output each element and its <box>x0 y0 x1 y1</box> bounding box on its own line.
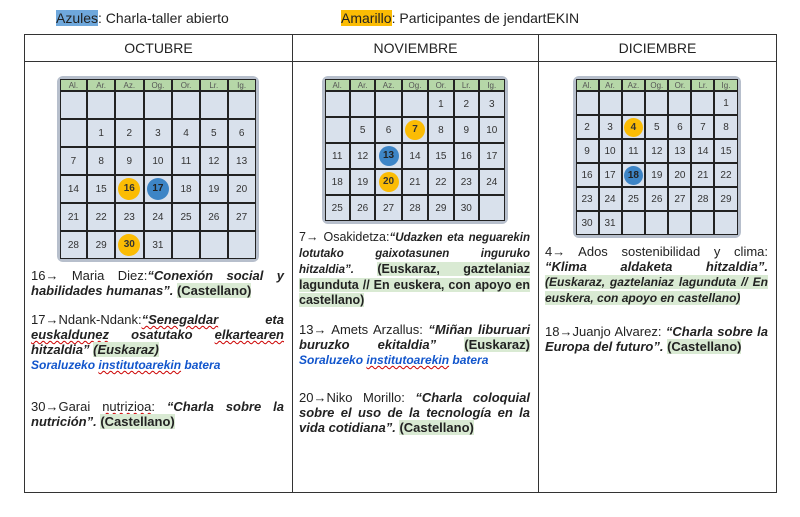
day-number: 7 <box>700 121 706 133</box>
calendar-day <box>645 139 668 163</box>
calendar-day <box>428 91 453 117</box>
event-nov-20: 20→Niko Morillo: “Charla coloquial sobre el uso de la tecnología en la vida cotidiana”. (Castellano) <box>299 390 530 435</box>
day-number: 28 <box>697 193 709 205</box>
day-number: 30 <box>460 202 472 214</box>
day-number: 14 <box>67 183 79 195</box>
calendar-day <box>325 195 350 221</box>
calendar-day <box>200 147 228 175</box>
language-tag: (Castellano) <box>100 414 175 429</box>
calendar-day <box>172 119 200 147</box>
calendar-day <box>576 91 599 115</box>
calendar-grid <box>325 79 505 221</box>
calendar-day <box>375 91 401 117</box>
day-number: 10 <box>604 145 616 157</box>
day-number: 27 <box>382 202 395 214</box>
calendar-day <box>350 169 375 195</box>
calendar-day <box>402 91 428 117</box>
calendar-day <box>479 91 504 117</box>
day-number: 29 <box>95 239 107 251</box>
weekday-label: Az. <box>622 79 646 91</box>
month-header-october: OCTUBRE <box>25 35 293 62</box>
day-number: 20 <box>236 183 248 195</box>
calendar-day <box>454 195 479 221</box>
calendar-day <box>428 195 453 221</box>
calendar-day <box>87 175 115 203</box>
calendar-day <box>228 175 256 203</box>
event-oct-17: 17→Ndank-Ndank:“Senegaldar eta euskaldunez osatutako elkartearen hitzaldia” (Euskaraz) Soraluzeko institutoarekin batera <box>31 312 284 372</box>
legend-blue-text: : Charla-taller abierto <box>98 10 229 26</box>
calendar-day <box>402 143 428 169</box>
day-number: 30 <box>581 217 593 229</box>
day-number: 1 <box>723 97 729 109</box>
calendar-day <box>668 163 691 187</box>
calendar-day <box>87 203 115 231</box>
day-number: 3 <box>607 121 613 133</box>
language-tag: (Euskaraz) <box>93 342 159 357</box>
calendar-day <box>428 169 453 195</box>
legend-yellow <box>341 10 579 26</box>
day-number: 11 <box>628 145 639 157</box>
day-number: 15 <box>95 183 107 195</box>
calendar-day <box>115 203 144 231</box>
day-number: 8 <box>438 124 444 136</box>
day-number: 26 <box>208 211 220 223</box>
day-number: 17 <box>604 169 616 181</box>
calendar-day <box>172 147 200 175</box>
day-number: 21 <box>409 176 421 188</box>
partner-note: Soraluzeko institutoarekin batera <box>31 358 221 372</box>
day-number: 26 <box>651 193 663 205</box>
day-number: 2 <box>463 98 470 110</box>
month-header-december: DICIEMBRE <box>539 35 777 62</box>
day-number: 11 <box>180 155 192 167</box>
language-tag: (Euskaraz, gaztelaniaz lagunduta // En euskera, con apoyo en castellano) <box>299 262 530 307</box>
event-dec-18: 18→Juanjo Alvarez: “Charla sobre la Europa del futuro”. (Castellano) <box>545 324 768 354</box>
weekday-label: Og. <box>402 79 428 91</box>
calendar-day <box>87 91 115 119</box>
calendar-day <box>576 139 599 163</box>
calendar-day <box>172 91 200 119</box>
day-number: 5 <box>359 124 366 136</box>
calendar-day <box>599 163 622 187</box>
day-number: 24 <box>486 176 498 188</box>
day-number: 31 <box>604 217 616 229</box>
calendar-day <box>479 117 504 143</box>
weekday-label: Or. <box>428 79 453 91</box>
calendar-day <box>691 91 714 115</box>
calendar-day <box>668 139 691 163</box>
calendar-day <box>428 143 453 169</box>
calendar-day <box>714 115 737 139</box>
calendar-day <box>599 139 622 163</box>
day-number: 25 <box>331 202 343 214</box>
calendar-day <box>325 169 350 195</box>
day-number: 16 <box>581 169 593 181</box>
calendar-day <box>622 187 646 211</box>
calendar-day <box>714 91 737 115</box>
calendar-day <box>576 163 599 187</box>
calendar-day <box>479 169 504 195</box>
event-nov-13: 13→ Amets Arzallus: “Miñan liburuari buruzko ekitaldia” (Euskaraz) Soraluzeko institutoarekin batera <box>299 322 530 367</box>
day-number: 10 <box>486 124 498 136</box>
calendar-day <box>325 91 350 117</box>
day-number: 9 <box>126 155 133 167</box>
highlight-yellow-day: 20 <box>379 172 399 192</box>
calendar-day <box>599 187 622 211</box>
weekday-label: Az. <box>375 79 401 91</box>
calendar-day <box>144 175 173 203</box>
calendar-day <box>115 147 144 175</box>
day-number: 4 <box>183 127 189 139</box>
day-number: 27 <box>236 211 248 223</box>
calendar-day <box>228 231 256 259</box>
calendar-day <box>115 119 144 147</box>
calendar-grid <box>60 79 256 259</box>
day-number: 14 <box>409 150 421 162</box>
weekday-label: Az. <box>115 79 144 91</box>
day-number: 7 <box>70 155 77 167</box>
calendar-day <box>375 169 401 195</box>
calendar-day <box>454 117 479 143</box>
day-number: 27 <box>674 193 686 205</box>
day-number: 28 <box>67 239 79 251</box>
calendar-day <box>228 147 256 175</box>
schedule-table <box>24 34 777 493</box>
calendar-day <box>200 231 228 259</box>
calendar-day <box>200 91 228 119</box>
day-number: 2 <box>126 127 133 139</box>
day-number: 25 <box>627 193 639 205</box>
calendar-day <box>350 195 375 221</box>
calendar-day <box>599 91 622 115</box>
day-number: 23 <box>460 176 472 188</box>
highlight-blue-day: 17 <box>147 178 169 200</box>
calendar-day <box>714 139 737 163</box>
calendar-day <box>622 115 646 139</box>
calendar-day <box>691 139 714 163</box>
day-number: 22 <box>435 176 447 188</box>
weekday-label: Lr. <box>691 79 714 91</box>
weekday-label: Al. <box>325 79 350 91</box>
day-number: 24 <box>152 211 164 223</box>
calendar-day <box>144 231 173 259</box>
december-calendar <box>573 76 741 238</box>
calendar-day <box>668 187 691 211</box>
language-tag: (Castellano) <box>399 420 474 435</box>
calendar-day <box>622 163 646 187</box>
calendar-day <box>60 203 88 231</box>
weekday-label: Ig. <box>714 79 737 91</box>
legend-blue <box>56 10 229 26</box>
calendar-day <box>576 211 599 235</box>
day-number: 6 <box>238 127 245 139</box>
day-number: 13 <box>236 155 248 167</box>
highlight-yellow-day: 30 <box>118 234 140 256</box>
weekday-label: Og. <box>645 79 668 91</box>
day-number: 6 <box>385 124 392 136</box>
calendar-day <box>479 195 504 221</box>
october-calendar <box>57 76 259 262</box>
calendar-day <box>228 203 256 231</box>
calendar-day <box>172 175 200 203</box>
day-number: 6 <box>677 121 683 133</box>
highlight-blue-day: 13 <box>379 146 399 166</box>
calendar-day <box>622 211 646 235</box>
calendar-day <box>599 211 622 235</box>
day-number: 3 <box>488 98 495 110</box>
calendar-day <box>645 91 668 115</box>
day-number: 28 <box>409 202 421 214</box>
day-number: 13 <box>674 145 686 157</box>
partner-note: Soraluzeko institutoarekin batera <box>299 353 489 367</box>
day-number: 29 <box>720 193 732 205</box>
day-number: 17 <box>486 150 498 162</box>
calendar-day <box>60 91 88 119</box>
day-number: 14 <box>697 145 709 157</box>
calendar-day <box>172 203 200 231</box>
day-number: 21 <box>67 211 79 223</box>
event-oct-30: 30→Garai nutrizioa: “Charla sobre la nutrición”. (Castellano) <box>31 399 284 429</box>
calendar-day <box>714 187 737 211</box>
day-number: 9 <box>463 124 470 136</box>
legend-yellow-word: Amarillo <box>341 10 392 26</box>
december-column <box>539 62 777 493</box>
day-number: 23 <box>581 193 593 205</box>
event-nov-7: 7→ Osakidetza:“Udazken eta neguarekin lotutako gaixotasunen inguruko hitzaldia”. (Euskaraz, gaztelaniaz lagunduta // En euskera, con apoyo en castellano) <box>299 230 530 307</box>
calendar-day <box>691 211 714 235</box>
day-number: 1 <box>98 127 104 139</box>
day-number: 18 <box>180 183 192 195</box>
day-number: 22 <box>720 169 732 181</box>
calendar-day <box>350 91 375 117</box>
calendar-day <box>228 119 256 147</box>
november-column <box>293 62 539 493</box>
calendar-day <box>200 175 228 203</box>
day-number: 2 <box>584 121 590 133</box>
calendar-day <box>668 91 691 115</box>
weekday-label: Og. <box>144 79 173 91</box>
calendar-day <box>402 169 428 195</box>
november-calendar <box>322 76 508 224</box>
day-number: 15 <box>720 145 732 157</box>
day-number: 8 <box>723 121 729 133</box>
language-tag: (Euskaraz, gaztelaniaz lagunduta // En euskera, con apoyo en castellano) <box>545 275 768 305</box>
day-number: 10 <box>152 155 164 167</box>
day-number: 31 <box>152 239 164 251</box>
day-number: 18 <box>331 176 343 188</box>
calendar-day <box>87 231 115 259</box>
calendar-day <box>60 175 88 203</box>
calendar-day <box>691 187 714 211</box>
calendar-day <box>228 91 256 119</box>
calendar-day <box>668 115 691 139</box>
calendar-day <box>691 115 714 139</box>
calendar-day <box>325 117 350 143</box>
day-number: 12 <box>651 145 663 157</box>
calendar-day <box>714 163 737 187</box>
calendar-day <box>115 175 144 203</box>
weekday-label: Or. <box>668 79 691 91</box>
day-number: 16 <box>460 150 472 162</box>
language-tag: (Castellano) <box>176 283 252 298</box>
day-number: 5 <box>211 127 217 139</box>
highlight-yellow-day: 4 <box>624 118 643 137</box>
calendar-day <box>325 143 350 169</box>
calendar-day <box>645 211 668 235</box>
calendar-day <box>402 117 428 143</box>
calendar-day <box>622 139 646 163</box>
day-number: 3 <box>155 127 161 139</box>
calendar-day <box>454 143 479 169</box>
calendar-day <box>115 231 144 259</box>
calendar-day <box>375 195 401 221</box>
calendar-grid <box>576 79 738 235</box>
calendar-day <box>691 163 714 187</box>
calendar-day <box>645 163 668 187</box>
calendar-day <box>87 119 115 147</box>
calendar-day <box>375 143 401 169</box>
weekday-label: Ar. <box>87 79 115 91</box>
calendar-day <box>714 211 737 235</box>
calendar-day <box>375 117 401 143</box>
calendar-day <box>576 187 599 211</box>
day-number: 20 <box>674 169 686 181</box>
highlight-yellow-day: 7 <box>405 120 425 140</box>
day-number: 24 <box>604 193 616 205</box>
calendar-day <box>172 231 200 259</box>
highlight-blue-day: 18 <box>624 166 643 185</box>
calendar-day <box>350 117 375 143</box>
day-number: 23 <box>123 211 135 223</box>
day-number: 1 <box>438 98 444 110</box>
weekday-label: Ar. <box>599 79 622 91</box>
calendar-day <box>668 211 691 235</box>
legend-yellow-text: : Participantes de jendartEKIN <box>391 10 580 26</box>
weekday-label: Ig. <box>228 79 256 91</box>
event-oct-16: 16→ Maria Diez:“Conexión social y habilidades humanas”. (Castellano) <box>31 268 284 298</box>
calendar-day <box>144 119 173 147</box>
day-number: 19 <box>357 176 369 188</box>
calendar-day <box>645 187 668 211</box>
calendar-day <box>454 169 479 195</box>
event-dec-4: 4→ Ados sostenibilidad y clima: “Klima aldaketa hitzaldia”. (Euskaraz, gaztelaniaz lagunduta // En euskera, con apoyo en castellano) <box>545 244 768 305</box>
month-header-november: NOVIEMBRE <box>293 35 539 62</box>
calendar-day <box>599 115 622 139</box>
calendar-day <box>402 195 428 221</box>
calendar-day <box>428 117 453 143</box>
highlight-yellow-day: 16 <box>118 178 140 200</box>
calendar-day <box>479 143 504 169</box>
weekday-label: Or. <box>172 79 200 91</box>
calendar-day <box>645 115 668 139</box>
day-number: 26 <box>357 202 369 214</box>
day-number: 8 <box>98 155 104 167</box>
day-number: 25 <box>180 211 192 223</box>
legend-blue-word: Azules <box>56 10 99 26</box>
day-number: 21 <box>697 169 709 181</box>
calendar-day <box>454 91 479 117</box>
day-number: 12 <box>208 155 220 167</box>
weekday-label: Lr. <box>200 79 228 91</box>
calendar-day <box>200 203 228 231</box>
calendar-day <box>144 203 173 231</box>
calendar-day <box>144 147 173 175</box>
calendar-day <box>350 143 375 169</box>
day-number: 22 <box>95 211 107 223</box>
calendar-day <box>200 119 228 147</box>
day-number: 19 <box>208 183 220 195</box>
calendar-day <box>576 115 599 139</box>
calendar-day <box>144 91 173 119</box>
day-number: 19 <box>651 169 663 181</box>
weekday-label: Al. <box>576 79 599 91</box>
calendar-day <box>60 231 88 259</box>
language-tag: (Euskaraz) <box>464 337 530 352</box>
october-column <box>25 62 293 493</box>
calendar-day <box>60 119 88 147</box>
language-tag: (Castellano) <box>667 339 742 354</box>
day-number: 9 <box>584 145 590 157</box>
day-number: 29 <box>435 202 447 214</box>
weekday-label: Lr. <box>454 79 479 91</box>
calendar-day <box>60 147 88 175</box>
weekday-label: Al. <box>60 79 88 91</box>
calendar-day <box>622 91 646 115</box>
day-number: 5 <box>654 121 660 133</box>
weekday-label: Ig. <box>479 79 504 91</box>
day-number: 15 <box>435 150 447 162</box>
day-number: 12 <box>357 150 369 162</box>
day-number: 11 <box>332 150 343 162</box>
weekday-label: Ar. <box>350 79 375 91</box>
calendar-day <box>87 147 115 175</box>
calendar-day <box>115 91 144 119</box>
